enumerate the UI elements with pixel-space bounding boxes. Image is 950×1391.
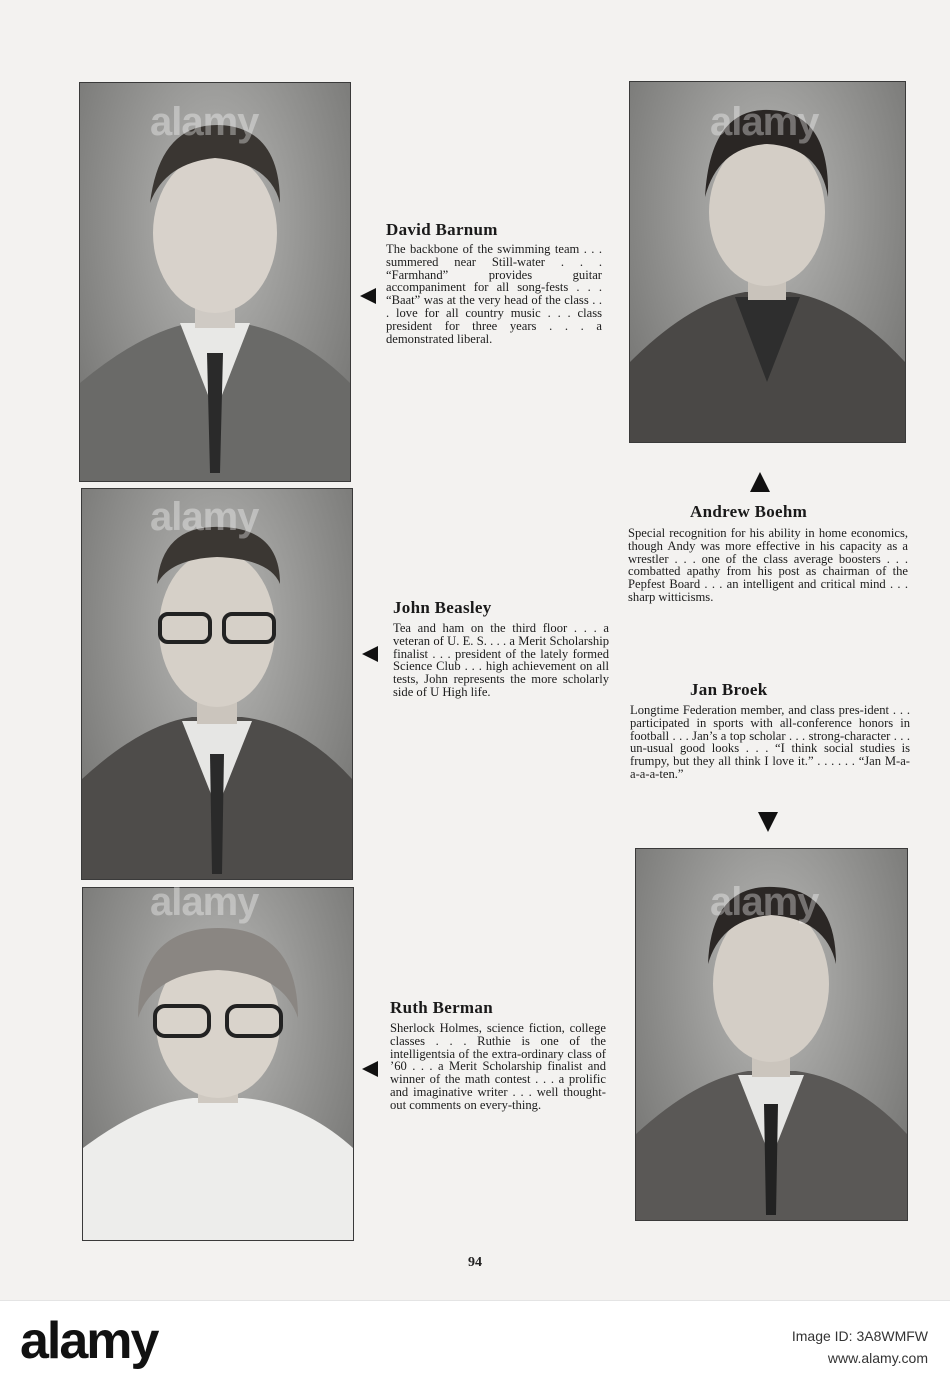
- photo-jan-broek: [636, 849, 907, 1220]
- arrow-left-icon: [362, 646, 378, 662]
- watermark: alamy: [710, 880, 819, 924]
- bio-ruth-berman: Sherlock Holmes, science fiction, college classes . . . Ruthie is one of the intelligentsia of the extra-ordinary class of ’60 . . . a Merit Scholarship finalist and winner of the math contest . . . a prolific and imaginative writer . . . well thought-out comments on every-thing.: [390, 1021, 606, 1112]
- bio-john-beasley: Tea and ham on the third floor . . . a veteran of U. E. S. . . . a Merit Scholarship finalist . . . president of the lately formed Science Club . . . high achievement on all tests, John represents the more scholarly side of U High life.: [393, 621, 609, 699]
- page-number: 94: [468, 1255, 482, 1270]
- bio-andrew-boehm: Special recognition for his ability in home economics, though Andy was more effective in his capacity as a wrestler . . . one of the class average boosters . . . combatted apathy from his post as chairman of the Pepfest Board . . . an intelligent and critical mind . . . sharp witticisms.: [628, 526, 908, 604]
- site-link[interactable]: www.alamy.com: [827, 1350, 928, 1366]
- photo-ruth-berman: [83, 888, 353, 1240]
- footer-meta: [792, 1325, 928, 1369]
- arrow-down-icon: [758, 812, 778, 832]
- name-ruth-berman: Ruth Berman: [390, 998, 493, 1017]
- bio-david-barnum: The backbone of the swimming team . . . summered near Still-water . . . “Farmhand” provides guitar accompaniment for all song-fests . . . “Baat” was at the very head of the class . . . love for all country music . . . class president for three years . . . a demonstrated liberal.: [386, 242, 602, 346]
- name-jan-broek: Jan Broek: [690, 680, 768, 699]
- name-john-beasley: John Beasley: [393, 598, 492, 617]
- name-andrew-boehm: Andrew Boehm: [690, 502, 808, 521]
- name-david-barnum: David Barnum: [386, 220, 498, 239]
- photo-andrew-boehm: [630, 82, 905, 442]
- bio-jan-broek: Longtime Federation member, and class pres-ident . . . participated in sports with all-conference honors in football . . . Jan’s a top scholar . . . strong-character . . . un-usual good looks . . . “I think social studies is frumpy, but they all think I love it.” . . . . . . “Jan M-a-a-a-a-ten.”: [630, 703, 910, 781]
- watermark: alamy: [150, 880, 259, 924]
- watermark: alamy: [150, 100, 259, 144]
- arrow-left-icon: [360, 288, 376, 304]
- arrow-left-icon: [362, 1061, 378, 1077]
- image-id: Image ID: 3A8WMFW: [791, 1328, 928, 1344]
- watermark: alamy: [150, 495, 259, 539]
- photo-david-barnum: [80, 83, 350, 481]
- watermark: alamy: [710, 100, 819, 144]
- brand-logo: alamy: [20, 1312, 158, 1370]
- photo-john-beasley: [82, 489, 352, 879]
- arrow-up-icon: [750, 472, 770, 492]
- stock-footer: [0, 1300, 950, 1391]
